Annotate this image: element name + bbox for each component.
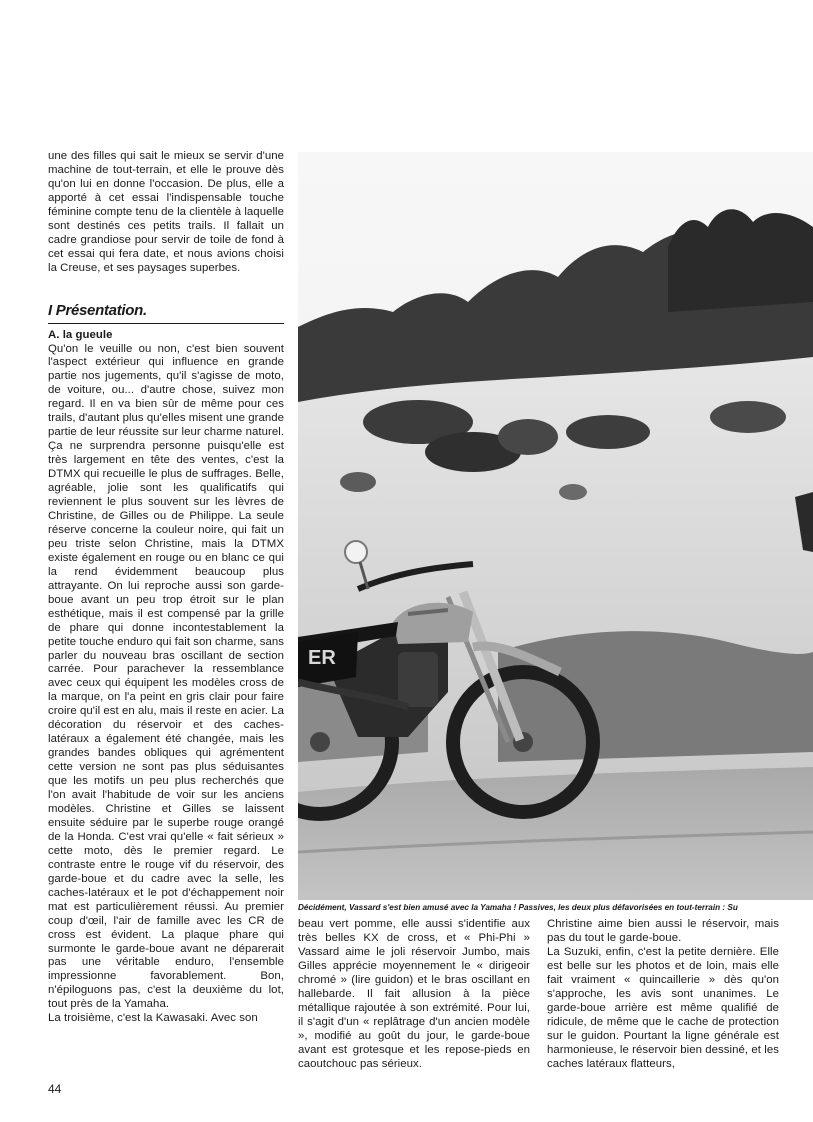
side-cover-label: ER xyxy=(308,647,336,669)
photo-caption: Décidément, Vassard s'est bien amusé avec la Yamaha ! Passives, les deux plus défavorisées en tout-terrain : Su xyxy=(298,903,738,912)
section-divider xyxy=(48,323,284,324)
section-title: I Présentation. xyxy=(48,301,147,319)
motorcycle-photo xyxy=(298,152,813,900)
text-column-2 xyxy=(298,918,530,1071)
column2-paragraph: beau vert pomme, elle aussi s'identifie aux très belles KX de cross, et « Phi-Phi » Vassard aime le joli réservoir Jumbo, mais Gilles apprécie moyennement le « dirigeoir chromé » (lire guidon) et le bras oscillant en hallebarde. Il fait allusion à la pièce métallique rajoutée à son extrémité. Pour lui, il s'agit d'un « replâtrage d'un ancien modèle », modifié au goût du jour, le garde-boue avant est grotesque et les repose-pieds en caoutchouc pas sérieux. xyxy=(298,918,530,1070)
body-paragraph: Qu'on le veuille ou non, c'est bien souvent l'aspect extérieur qui influence en grande partie nos jugements, qu'il s'agisse de moto, de voiture, ou... d'autre chose, suivez mon regard. Il en va bien sûr de même pour ces trails, d'autant plus qu'elles misent une grande partie de leur réussite sur leur charme naturel. Ça ne surprendra personne puisqu'elle est très largement en tête des ventes, c'est la DTMX qui recueille le plus de suffrages. Belle, agréable, jolie sont les qualificatifs qui reviennent le plus souvent sur les lèvres de Christine, de Gilles ou de Philippe. La seule réserve concerne la couleur noire, qui fait un peu triste selon Christine, mais la DTMX existe également en rouge ou en blanc ce qui la rend évidemment beaucoup plus attrayante. On lui reproche aussi son garde-boue avant un peu trop étroit sur le plan esthétique, mais il est compensé par la grille de phare qui donne incontestablement la petite touche enduro qui fait son charme, sans parler du nouveau bras oscillant de section carrée. Pour parachever la ressemblance avec ceux qui équipent les modèles cross de la marque, on l'a peint en gris clair pour faire croire qu'il est en alu, mais il reste en acier. La décoration du réservoir et des caches-latéraux a également été changée, mais les grandes bandes obliques qui agrémentent cette version ne sont pas plus séduisantes que les motifs un peu plus recherchés que l'on avait l'habitude de voir sur les anciens modèles. Christine et Gilles se laissent ensuite séduire par le superbe rouge orangé de la Honda. C'est vrai qu'elle « fait sérieux » cette moto, dès le premier regard. Le contraste entre le rouge vif du réservoir, des garde-boue et du cadre avec la selle, les caches-latéraux et le pot d'échappement noir mat est particulièrement réussi. Au premier coup d'œil, l'air de famille avec les CR de cross est évident. La plaque phare qui surmonte le garde-boue avant ne déparerait pas une véritable enduro, l'ensemble impressionne favorablement. Bon, n'épiloguons pas, c'est la deuxième du lot, tout près de la Yamaha. xyxy=(48,342,284,1011)
subsection-title: A. la gueule xyxy=(48,328,113,341)
page-number: 44 xyxy=(48,1082,62,1096)
text-column-1 xyxy=(48,150,284,1026)
intro-paragraph: une des filles qui sait le mieux se servir d'une machine de tout-terrain, et elle le prouve dès qu'on lui en donne l'occasion. De plus, elle a apporté à cet essai l'indispensable touche féminine compte tenu de la clientèle à laquelle sont destinés ces petits trails. Il fallait un cadre grandiose pour servir de toile de fond à cet essai qui fera date, et nous avions choisi la Creuse, et ses paysages superbes. xyxy=(48,150,285,274)
closing-line: La troisième, c'est la Kawasaki. Avec son xyxy=(48,1012,258,1025)
column3-paragraph-1: Christine aime bien aussi le réservoir, mais pas du tout le garde-boue. xyxy=(547,918,779,944)
column3-paragraph-2: La Suzuki, enfin, c'est la petite dernière. Elle est belle sur les photos et de loin, mais elle fait vraiment « quincaillerie » dès qu'on s'approche, les avis sont unanimes. Le garde-boue arrière est même qualifié de ridicule, de même que le cache de protection sur le guidon. Pourtant la ligne générale est harmonieuse, le réservoir bien dessiné, et les caches latéraux flatteurs, xyxy=(547,945,779,1070)
text-column-3 xyxy=(547,918,779,1071)
